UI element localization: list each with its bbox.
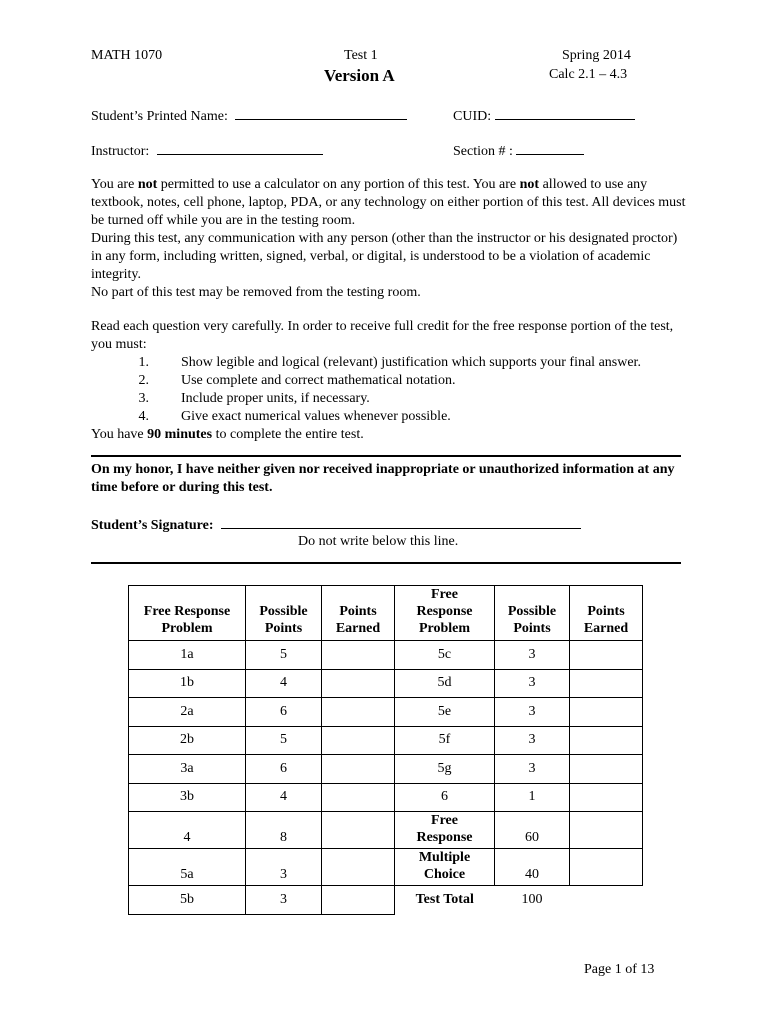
time-emphasis: 90 minutes [147, 427, 213, 442]
course-code: MATH 1070 [91, 48, 163, 63]
header-text: Problem [161, 621, 213, 636]
label-text: Multiple [418, 850, 471, 865]
instruction-item [91, 408, 691, 426]
earned-cell[interactable] [322, 755, 395, 784]
rules-text: You are [91, 177, 138, 192]
possible-cell: 3 [246, 849, 322, 886]
earned-cell[interactable] [322, 783, 395, 812]
item-text: Use complete and correct mathematical notation. [181, 373, 456, 388]
rules-emphasis: not [519, 177, 540, 192]
problem-cell: 3b [129, 783, 246, 812]
signature-field [91, 515, 581, 534]
table-row [129, 669, 643, 698]
header-free-response-problem-2 [395, 586, 495, 641]
rules-paragraph-technology [91, 176, 691, 230]
possible-cell: 3 [246, 886, 322, 915]
header-text: Response [416, 604, 473, 619]
instruction-item [91, 354, 691, 372]
multiple-choice-points: 40 [495, 849, 570, 886]
instructor-label: Instructor: [91, 144, 150, 159]
earned-cell[interactable] [322, 886, 395, 915]
table-row [129, 755, 643, 784]
test-number: Test 1 [344, 48, 378, 63]
earned-cell[interactable] [570, 726, 643, 755]
item-number: 1. [138, 355, 149, 370]
possible-cell: 6 [246, 755, 322, 784]
table-row [129, 783, 643, 812]
possible-cell: 3 [495, 669, 570, 698]
item-number: 3. [138, 391, 149, 406]
possible-cell: 3 [495, 755, 570, 784]
possible-cell: 4 [246, 783, 322, 812]
problem-cell: 6 [395, 783, 495, 812]
honor-statement: On my honor, I have neither given nor received inappropriate or unauthorized information at any time before or during this test. [91, 462, 675, 495]
problem-cell: 5d [395, 669, 495, 698]
possible-cell: 5 [246, 726, 322, 755]
possible-cell: 5 [246, 641, 322, 670]
rules-text: permitted to use a calculator on any portion of this test. You are [157, 177, 520, 192]
signature-label: Student’s Signature: [91, 518, 214, 533]
header-free-response-problem [129, 586, 246, 641]
cuid-label: CUID: [453, 109, 492, 124]
instructions [91, 318, 691, 444]
table-row [129, 886, 643, 915]
header-possible-points-2 [495, 586, 570, 641]
table-row [129, 812, 643, 849]
table-header-row [129, 586, 643, 641]
header-text: Earned [335, 621, 381, 636]
header-text: Possible [259, 604, 308, 619]
earned-cell[interactable] [322, 641, 395, 670]
problem-cell: 4 [129, 812, 246, 849]
problem-cell: 3a [129, 755, 246, 784]
divider-top [91, 455, 681, 457]
header-text: Free [431, 587, 458, 602]
possible-cell: 8 [246, 812, 322, 849]
item-text: Give exact numerical values whenever possible. [181, 409, 451, 424]
test-total-label: Test Total [415, 892, 474, 907]
cuid-field [453, 106, 635, 125]
problem-cell: 1b [129, 669, 246, 698]
section-label: Section # : [453, 144, 513, 159]
possible-cell: 3 [495, 641, 570, 670]
label-text: Response [416, 830, 473, 845]
header-text: Earned [583, 621, 629, 636]
table-row [129, 849, 643, 886]
student-name-label: Student’s Printed Name: [91, 109, 228, 124]
time-text: to complete the entire test. [212, 427, 364, 442]
item-text: Include proper units, if necessary. [181, 391, 370, 406]
problem-cell: 2b [129, 726, 246, 755]
possible-cell: 3 [495, 698, 570, 727]
problem-cell: 1a [129, 641, 246, 670]
term: Spring 2014 [562, 48, 631, 63]
student-name-blank[interactable] [235, 106, 407, 120]
problem-cell: 5f [395, 726, 495, 755]
possible-cell: 6 [246, 698, 322, 727]
multiple-choice-label [395, 849, 495, 886]
free-response-total-label [395, 812, 495, 849]
divider-bottom [91, 562, 681, 564]
time-limit [91, 426, 691, 444]
table-row [129, 698, 643, 727]
item-number: 2. [138, 373, 149, 388]
problem-cell: 5a [129, 849, 246, 886]
table-row [129, 726, 643, 755]
header-text: Points [587, 604, 625, 619]
student-name-field [91, 106, 407, 125]
label-text: Choice [423, 867, 466, 882]
instruction-item [91, 390, 691, 408]
item-text: Show legible and logical (relevant) justification which supports your final answer. [181, 355, 641, 370]
header-text: Points [264, 621, 303, 636]
test-total-points: 100 [521, 892, 543, 907]
signature-blank[interactable] [221, 515, 581, 529]
earned-cell[interactable] [570, 669, 643, 698]
header-text: Points [513, 621, 551, 636]
instructions-intro: Read each question very carefully. In order to receive full credit for the free response portion of the test, you must: [91, 319, 674, 352]
problem-cell: 5c [395, 641, 495, 670]
cuid-blank[interactable] [495, 106, 635, 120]
earned-cell[interactable] [322, 698, 395, 727]
rules-emphasis: not [137, 177, 158, 192]
possible-cell: 1 [495, 783, 570, 812]
problem-cell: 2a [129, 698, 246, 727]
rules-text: allowed to use any textbook, notes, cell phone, laptop, PDA, or any technology on either portion of this test. All devices must be turned off while you are in the testing room. [91, 177, 686, 228]
section-field [453, 141, 584, 160]
header-text: Problem [418, 621, 471, 636]
earned-cell[interactable] [570, 755, 643, 784]
table-row [129, 641, 643, 670]
header-text: Points [339, 604, 377, 619]
free-response-total-points: 60 [495, 812, 570, 849]
do-not-write-note: Do not write below this line. [298, 534, 459, 549]
header-text: Free Response [143, 604, 231, 619]
section-blank[interactable] [516, 141, 584, 155]
earned-cell[interactable] [570, 812, 643, 849]
coverage: Calc 2.1 – 4.3 [549, 67, 628, 82]
earned-cell[interactable] [570, 698, 643, 727]
earned-cell[interactable] [322, 669, 395, 698]
earned-cell[interactable] [322, 726, 395, 755]
instructor-blank[interactable] [157, 141, 323, 155]
header-points-earned-2 [570, 586, 643, 641]
possible-cell: 4 [246, 669, 322, 698]
page-number: Page 1 of 13 [584, 962, 655, 977]
instructor-field [91, 141, 323, 160]
label-text: Free [431, 813, 458, 828]
instruction-item [91, 372, 691, 390]
earned-cell[interactable] [570, 641, 643, 670]
exam-rules [91, 176, 691, 302]
header-text: Possible [507, 604, 557, 619]
test-total-earned [570, 886, 643, 915]
version-title: Version A [324, 66, 395, 85]
earned-cell[interactable] [570, 849, 643, 886]
rules-paragraph-communication: During this test, any communication with any person (other than the instructor or his designated proctor) in any form, including written, signed, verbal, or digital, is understood to be a violation of academic integrity. [91, 231, 678, 282]
earned-cell[interactable] [322, 812, 395, 849]
problem-cell: 5g [395, 755, 495, 784]
item-number: 4. [138, 409, 149, 424]
header-points-earned [322, 586, 395, 641]
time-text: You have [91, 427, 148, 442]
earned-cell[interactable] [322, 849, 395, 886]
header-possible-points [246, 586, 322, 641]
possible-cell: 3 [495, 726, 570, 755]
score-table [128, 585, 643, 915]
problem-cell: 5b [129, 886, 246, 915]
rules-paragraph-removal: No part of this test may be removed from the testing room. [91, 285, 421, 300]
earned-cell[interactable] [570, 783, 643, 812]
problem-cell: 5e [395, 698, 495, 727]
